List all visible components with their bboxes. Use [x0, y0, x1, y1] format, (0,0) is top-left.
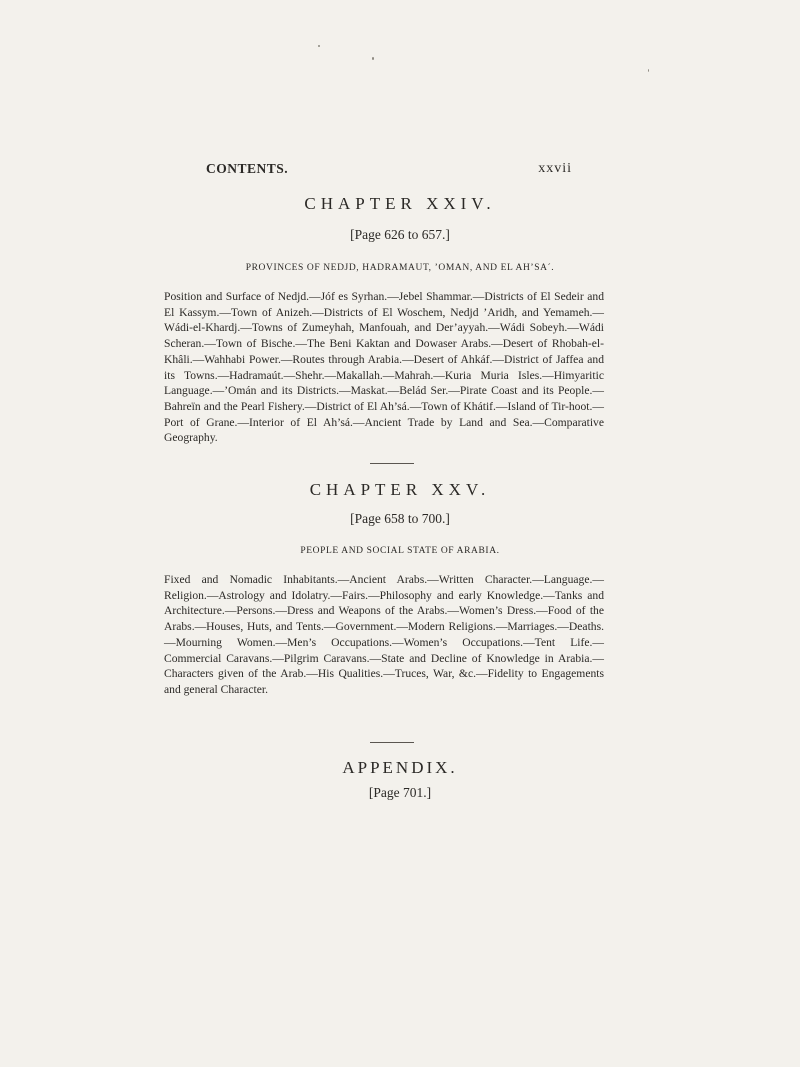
chapter-heading: CHAPTER XXIV.	[304, 194, 496, 213]
appendix-page-range: [Page 701.]	[368, 785, 432, 800]
chapter-subtitle: PEOPLE AND SOCIAL STATE OF ARABIA.	[300, 546, 500, 556]
paper-speck	[648, 69, 649, 72]
chapter-page-range: [Page 626 to 657.]	[350, 227, 450, 242]
chapter-subtitle: PROVINCES OF NEDJD, HADRAMAUT, ’OMAN, AND EL AH’SA´.	[245, 263, 555, 273]
running-head-title: CONTENTS.	[206, 161, 289, 176]
appendix-heading: APPENDIX.	[342, 758, 458, 777]
running-head	[206, 161, 572, 183]
paper-speck	[318, 45, 320, 47]
section-divider	[370, 463, 414, 464]
chapter-summary: Position and Surface of Nedjd.—Jóf es Syrhan.—Jebel Shammar.—Districts of El Sedeir and El Kassym.—Town of Anizeh.—Districts of El Woschem, Nedjd ’Aridh, and Yemameh.—Wádi-el-Khardj.—Towns of Zumeyhah, Manfouah, and Der’ayyah.—Wádi Sobeyh.—Wádi Scheran.—Town of Bische.—The Beni Kaktan and Dowaser Arabs.—Desert of Rhobah-el-Khâli.—Wahhabi Power.—Routes through Arabia.—Desert of Ahkáf.—District of Jaffea and its Towns.—Hadramaút.—Shehr.—Makallah.—Mahrah.—Kuria Muria Isles.—Himyaritic Language.—’Omán and its Districts.—Maskat.—Belád Ser.—Pirate Coast and its People.—Bahreïn and the Pearl Fishery.—District of El Ah’sá.—Town of Khátif.—Island of Tir-hoot.—Port of Grane.—Interior of El Ah’sá.—Ancient Trade by Land and Sea.—Comparative Geography.	[164, 290, 604, 445]
running-head-page-number: xxvii	[538, 161, 572, 176]
chapter-page-range: [Page 658 to 700.]	[350, 511, 450, 526]
chapter-summary: Fixed and Nomadic Inhabitants.—Ancient Arabs.—Written Character.—Language.—Religion.—Astrology and Idolatry.—Fairs.—Philosophy and early Knowledge.—Tanks and Architecture.—Persons.—Dress and Weapons of the Arabs.—Women’s Dress.—Food of the Arabs.—Houses, Huts, and Tents.—Government.—Modern Religions.—Marriages.—Deaths.—Mourning Women.—Men’s Occupations.—Women’s Occupations.—Tent Life.—Commercial Caravans.—Pilgrim Caravans.—State and Decline of Knowledge in Arabia.—Characters given of the Arab.—His Qualities.—Truces, War, &c.—Fidelity to Engagements and general Character.	[164, 573, 604, 696]
chapter-heading: CHAPTER XXV.	[309, 480, 491, 499]
section-divider	[370, 742, 414, 743]
paper-speck	[372, 57, 374, 60]
